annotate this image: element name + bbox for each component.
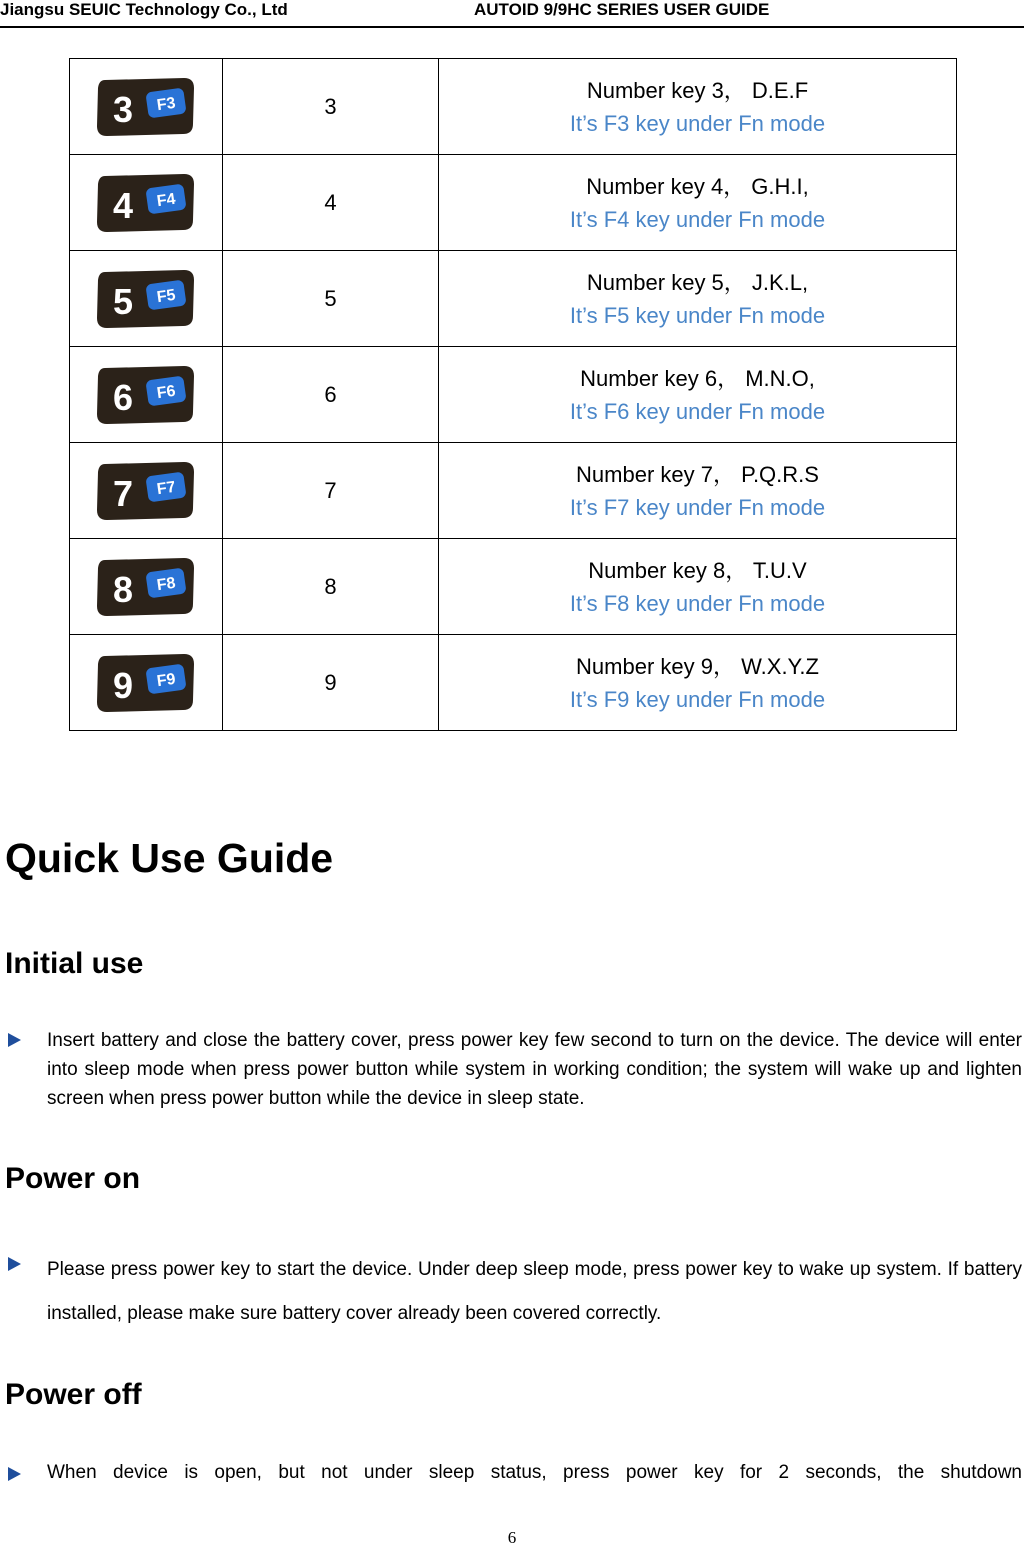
key-description-cell xyxy=(439,635,957,731)
key-fn-description: It’s F4 key under Fn mode xyxy=(569,206,826,232)
key-digit-glyph: 9 xyxy=(112,664,134,706)
key-number-cell: 7 xyxy=(223,443,439,539)
page-header xyxy=(0,0,1024,28)
key-row xyxy=(70,443,957,539)
section-title: Quick Use Guide xyxy=(5,835,334,881)
key-digit-glyph: 7 xyxy=(112,472,134,514)
key-row xyxy=(70,155,957,251)
key-description: Number key 7， P.Q.R.S xyxy=(576,461,819,487)
keypad-key-icon xyxy=(95,650,197,716)
key-fn-glyph: F9 xyxy=(155,670,177,690)
key-image-cell xyxy=(70,155,223,251)
key-row xyxy=(70,59,957,155)
keypad-key-icon xyxy=(95,74,197,140)
key-number-cell: 4 xyxy=(223,155,439,251)
key-fn-glyph: F8 xyxy=(155,574,177,594)
key-digit-glyph: 6 xyxy=(112,376,134,418)
key-fn-description: It’s F7 key under Fn mode xyxy=(569,494,826,520)
key-number-cell: 5 xyxy=(223,251,439,347)
key-fn-description: It’s F3 key under Fn mode xyxy=(569,110,826,136)
key-digit-glyph: 8 xyxy=(112,568,134,610)
key-fn-description: It’s F8 key under Fn mode xyxy=(569,590,826,616)
key-fn-glyph: F5 xyxy=(155,286,177,306)
paragraph-initial-use: Insert battery and close the battery cover, press power key few second to turn on the device. The device will enter into sleep mode when press power button while system in working condition; the system will wake up and lighten screen when press power button while the device in sleep state. xyxy=(47,1030,1022,1109)
bullet-arrow-icon xyxy=(8,1467,21,1481)
keypad-key-icon xyxy=(95,554,197,620)
key-row xyxy=(70,635,957,731)
key-description-cell xyxy=(439,347,957,443)
key-description: Number key 3， D.E.F xyxy=(586,77,809,103)
keypad-key-icon xyxy=(95,266,197,332)
key-description-cell xyxy=(439,443,957,539)
key-digit-glyph: 4 xyxy=(112,184,134,226)
key-number-cell: 8 xyxy=(223,539,439,635)
key-digit-glyph: 3 xyxy=(112,88,134,130)
keypad-key-icon xyxy=(95,362,197,428)
document-title: AUTOID 9/9HC SERIES USER GUIDE xyxy=(474,0,770,19)
key-fn-glyph: F4 xyxy=(155,190,177,210)
key-image-cell xyxy=(70,539,223,635)
key-table xyxy=(69,58,957,731)
key-number-cell: 9 xyxy=(223,635,439,731)
key-description-cell xyxy=(439,155,957,251)
keypad-key-icon xyxy=(95,458,197,524)
key-description: Number key 9， W.X.Y.Z xyxy=(576,653,819,679)
key-fn-description: It’s F6 key under Fn mode xyxy=(569,398,826,424)
key-fn-glyph: F6 xyxy=(155,382,177,402)
bullet-arrow-icon xyxy=(8,1033,21,1047)
key-description-cell xyxy=(439,59,957,155)
key-row xyxy=(70,251,957,347)
heading-initial-use: Initial use xyxy=(5,947,144,980)
key-image-cell xyxy=(70,635,223,731)
heading-power-on: Power on xyxy=(5,1162,141,1195)
company-name: Jiangsu SEUIC Technology Co., Ltd xyxy=(0,0,288,19)
heading-power-off: Power off xyxy=(5,1378,142,1411)
key-fn-glyph: F3 xyxy=(155,94,177,114)
key-description-cell xyxy=(439,251,957,347)
key-number-cell: 6 xyxy=(223,347,439,443)
page-number: 6 xyxy=(507,1528,517,1547)
key-description: Number key 5， J.K.L, xyxy=(586,269,809,295)
key-description: Number key 4， G.H.I, xyxy=(586,173,809,199)
key-image-cell xyxy=(70,347,223,443)
key-description: Number key 6， M.N.O, xyxy=(580,365,815,391)
paragraph-power-off: When device is open, but not under sleep status, press power key for 2 seconds, the shutdown xyxy=(47,1462,1022,1483)
key-fn-glyph: F7 xyxy=(155,478,177,498)
key-description: Number key 8， T.U.V xyxy=(588,557,807,583)
key-image-cell xyxy=(70,251,223,347)
key-fn-description: It’s F9 key under Fn mode xyxy=(569,686,826,712)
paragraph-power-on: Please press power key to start the device. Under deep sleep mode, press power key to wake up system. If battery installed, please make sure battery cover already been covered correctly. xyxy=(47,1259,1022,1324)
bullet-arrow-icon xyxy=(8,1257,21,1271)
key-row xyxy=(70,347,957,443)
key-image-cell xyxy=(70,443,223,539)
keypad-key-icon xyxy=(95,170,197,236)
key-fn-description: It’s F5 key under Fn mode xyxy=(569,302,826,328)
key-description-cell xyxy=(439,539,957,635)
key-image-cell xyxy=(70,59,223,155)
key-row xyxy=(70,539,957,635)
key-number-cell: 3 xyxy=(223,59,439,155)
key-digit-glyph: 5 xyxy=(112,280,134,322)
